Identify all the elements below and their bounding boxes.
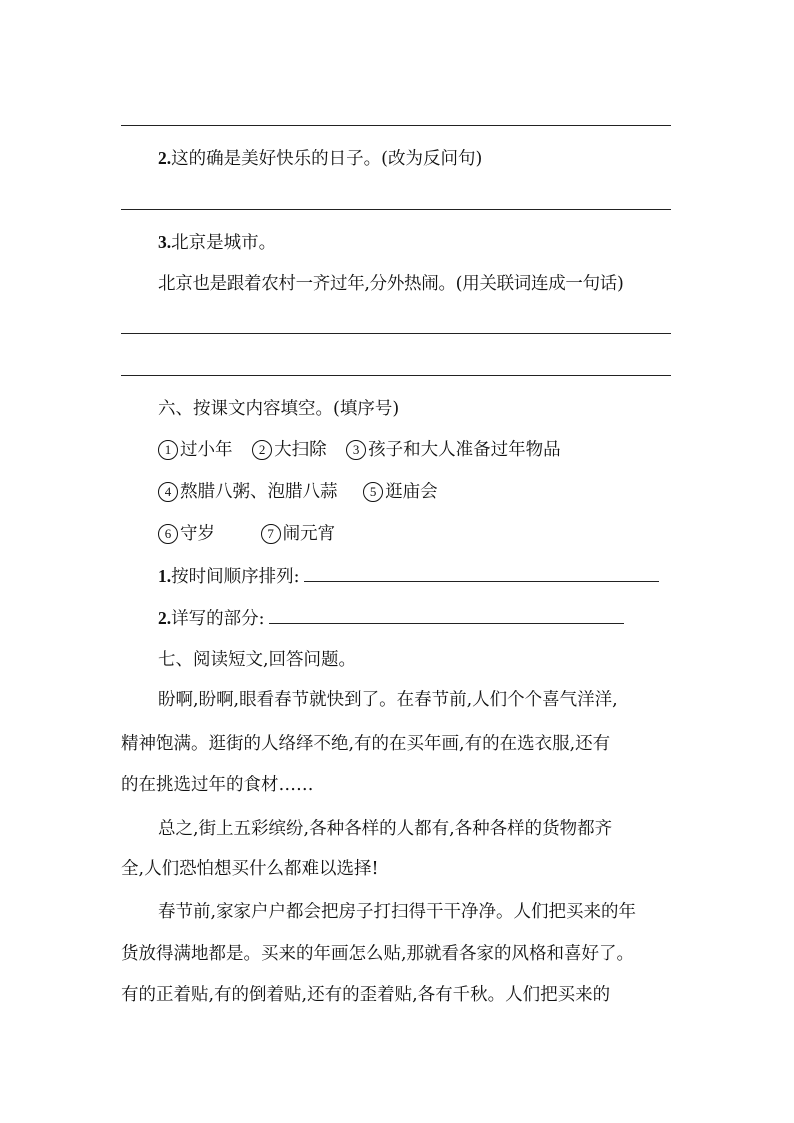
option-label: 守岁 [180, 524, 215, 544]
circled-number: 7 [261, 524, 281, 544]
answer-line-2 [121, 209, 671, 210]
sub-text: 详写的部分: [171, 609, 265, 629]
passage-line: 精神饱满。逛街的人络绎不绝,有的在买年画,有的在选衣服,还有 [121, 734, 611, 754]
passage-line: 总之,街上五彩缤纷,各种各样的人都有,各种各样的货物都齐 [158, 819, 613, 839]
sub-number: 2. [158, 608, 172, 628]
item-number: 3. [158, 232, 172, 252]
option-5 [363, 480, 438, 504]
answer-line-3 [121, 333, 671, 334]
circled-number: 5 [363, 482, 383, 502]
circled-number: 1 [158, 440, 178, 460]
options-row-2 [158, 480, 438, 504]
option-label: 大扫除 [274, 440, 327, 460]
option-label: 孩子和大人准备过年物品 [368, 440, 561, 460]
options-row-3 [158, 522, 335, 546]
answer-line-1 [121, 125, 671, 126]
option-6 [158, 522, 215, 546]
answer-line-4 [121, 375, 671, 376]
sub-text: 按时间顺序排列: [171, 567, 300, 587]
q5-item-2 [158, 146, 482, 171]
option-3 [346, 438, 561, 462]
q6-sub-1 [158, 564, 659, 589]
circled-number: 6 [158, 524, 178, 544]
passage-line: 春节前,家家户户都会把房子打扫得干干净净。人们把买来的年 [158, 902, 637, 922]
fill-in-blank-1[interactable] [304, 565, 659, 582]
passage-line: 货放得满地都是。买来的年画怎么贴,那就看各家的风格和喜好了。 [121, 944, 635, 964]
sub-number: 1. [158, 566, 172, 586]
q5-item-3 [158, 230, 276, 255]
circled-number: 4 [158, 482, 178, 502]
fill-in-blank-2[interactable] [269, 607, 624, 624]
item-number: 2. [158, 148, 172, 168]
options-row-1 [158, 438, 561, 462]
q6-sub-2 [158, 606, 624, 631]
passage-line: 盼啊,盼啊,眼看春节就快到了。在春节前,人们个个喜气洋洋, [158, 690, 618, 710]
option-7 [261, 522, 336, 546]
passage-line: 全,人们恐怕想买什么都难以选择! [121, 859, 379, 879]
item-text: 这的确是美好快乐的日子。(改为反问句) [171, 149, 483, 169]
option-1 [158, 438, 233, 462]
option-2 [252, 438, 327, 462]
passage-line: 有的正着贴,有的倒着贴,还有的歪着贴,各有千秋。人们把买来的 [121, 985, 611, 1005]
option-4 [158, 480, 338, 504]
option-label: 闹元宵 [282, 524, 336, 544]
circled-number: 3 [346, 440, 366, 460]
circled-number: 2 [252, 440, 272, 460]
option-label: 熬腊八粥、泡腊八蒜 [180, 482, 338, 502]
section-7-heading: 七、阅读短文,回答问题。 [158, 650, 357, 670]
option-label: 过小年 [180, 440, 233, 460]
item-text: 北京是城市。 [171, 233, 277, 253]
option-label: 逛庙会 [385, 482, 438, 502]
passage-line: 的在挑选过年的食材…… [121, 775, 314, 795]
section-6-heading: 六、按课文内容填空。(填序号) [158, 399, 400, 419]
q5-item-3-sentence: 北京也是跟着农村一齐过年,分外热闹。(用关联词连成一句话) [158, 274, 624, 294]
